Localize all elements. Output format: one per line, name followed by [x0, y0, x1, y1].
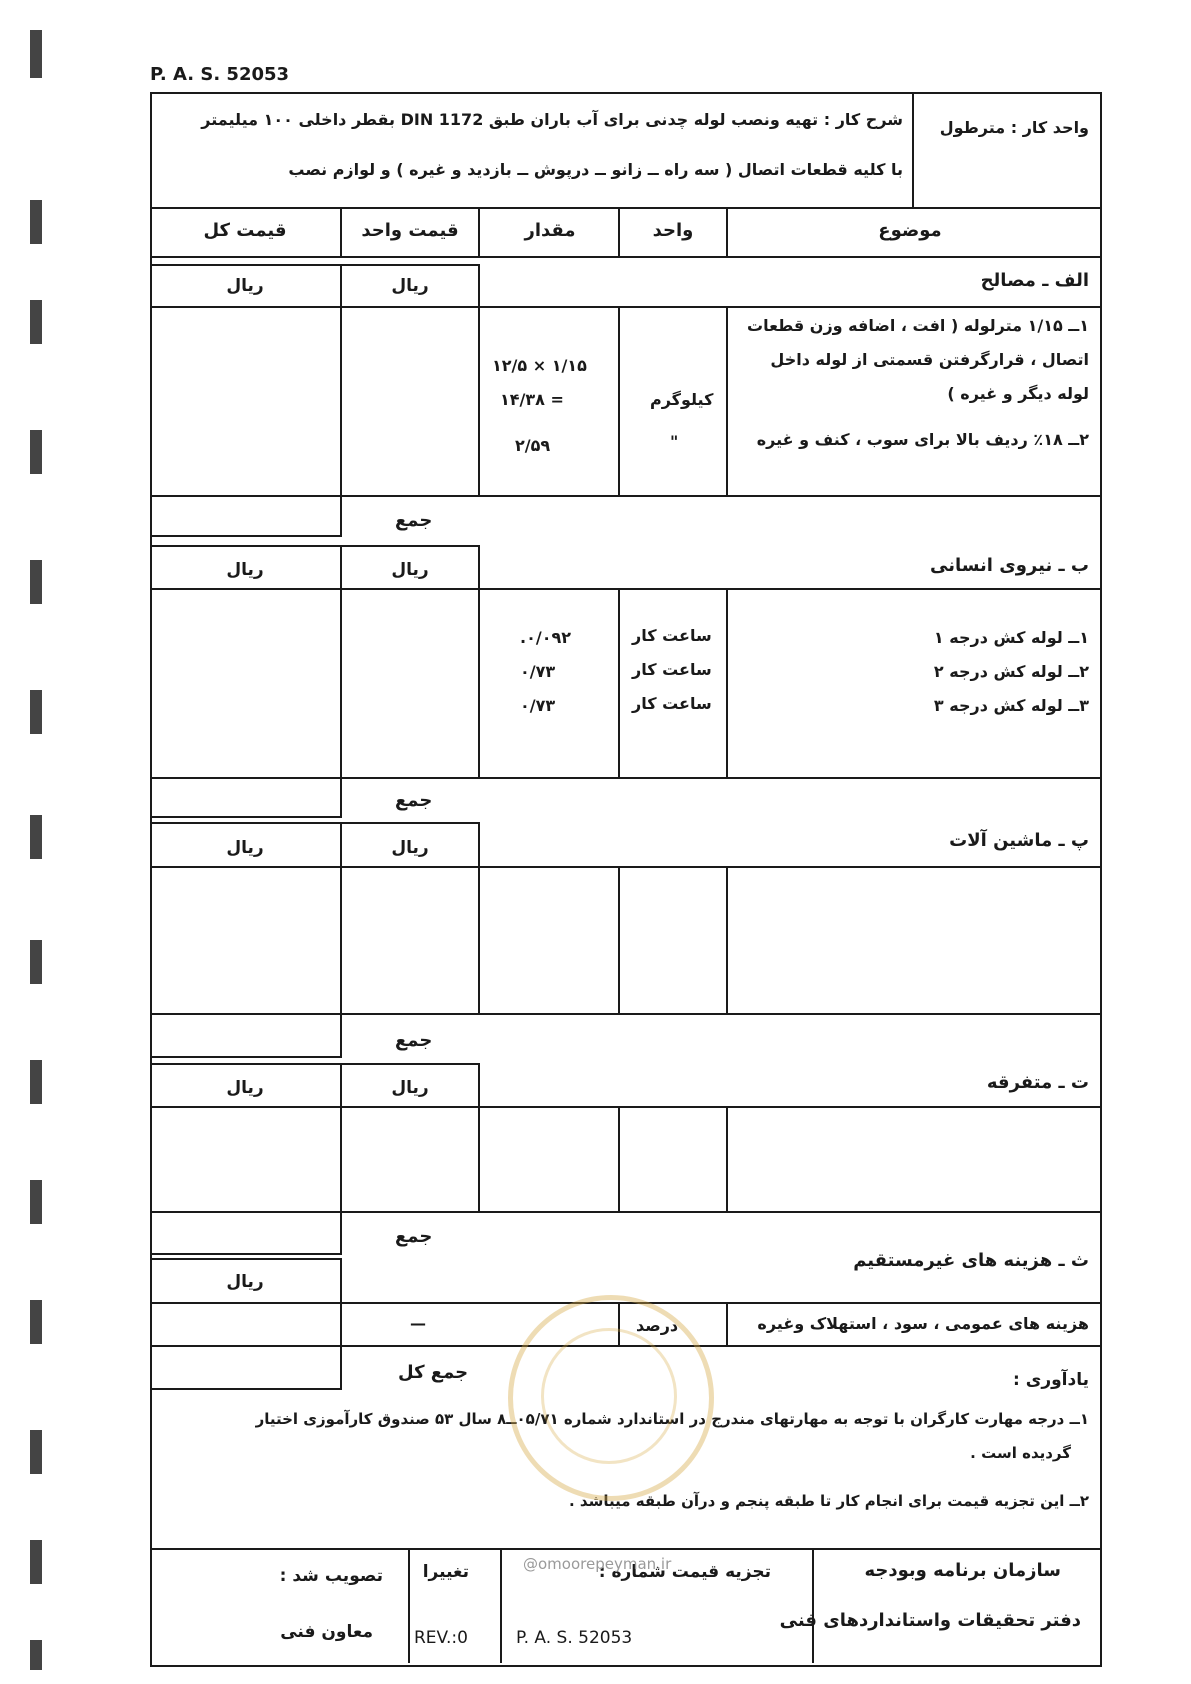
- binder-mark: [30, 1060, 42, 1104]
- work-description-line2: با کلیه قطعات اتصال ( سه راه ــ زانو ــ درپوش ــ بازدید و غیره ) و لوازم نصب: [288, 160, 903, 179]
- currency-label: ریال: [226, 276, 264, 296]
- col-unit: واحد: [652, 220, 694, 241]
- note-1-line1: ۱ــ درجه مهارت کارگران با توجه به مهارتهای مندرج در استاندارد شماره ۰۵/۷۱ــ۸ سال ۵۳ صندوق کارآموزی اختیار: [255, 1410, 1089, 1428]
- binder-mark: [30, 1180, 42, 1224]
- misc-sum-label: جمع: [395, 1226, 433, 1247]
- unit-of-work: واحد کار : مترطول: [939, 118, 1089, 137]
- materials-unit1: کیلوگرم: [650, 390, 714, 409]
- materials-qty3: ۲/۵۹: [515, 436, 551, 455]
- currency-label: ریال: [226, 838, 264, 858]
- labor-row-desc: ۲ــ لوله کش درجه ۲: [933, 662, 1089, 681]
- note-2: ۲ــ این تجزیه قیمت برای انجام کار تا طبقه پنجم و درآن طبقه میباشد .: [569, 1492, 1089, 1510]
- watermark-seal-icon: [508, 1295, 714, 1501]
- indirect-unit: درصد: [636, 1316, 679, 1335]
- binder-mark: [30, 300, 42, 344]
- note-1-line2: گردیده است .: [970, 1444, 1071, 1462]
- materials-item1-line2: اتصال ، قرارگرفتن قسمتی از لوله داخل: [770, 350, 1089, 369]
- analysis-number-value: P. A. S. 52053: [516, 1628, 633, 1648]
- binder-mark: [30, 200, 42, 244]
- section-misc-title: ت ـ متفرقه: [986, 1072, 1089, 1093]
- col-total-price: قیمت کل: [203, 220, 287, 241]
- materials-qty2: = ۱۴/۳۸: [500, 390, 564, 409]
- col-unit-price: قیمت واحد: [361, 220, 459, 241]
- binder-mark: [30, 815, 42, 859]
- materials-item1-line3: لوله دیگر و غیره ): [947, 384, 1089, 403]
- currency-label: ریال: [226, 1272, 264, 1292]
- revision-value: REV.:0: [414, 1628, 468, 1648]
- labor-row-unit: ساعت کار: [632, 660, 712, 679]
- labor-row-unit: ساعت کار: [632, 626, 712, 645]
- currency-label: ریال: [391, 1078, 429, 1098]
- org-name-line2: دفتر تحقیقات واستانداردهای فنی: [779, 1610, 1081, 1631]
- approver-title: معاون فنی: [280, 1622, 373, 1642]
- materials-unit2: ": [670, 432, 679, 451]
- labor-row-qty: ۰/۰۹۲.: [520, 628, 571, 647]
- work-description-line1: شرح کار : تهیه ونصب لوله چدنی برای آب باران طبق DIN 1172 بقطر داخلی ۱۰۰ میلیمتر: [201, 110, 903, 129]
- labor-row-qty: ۰/۷۳: [520, 662, 556, 681]
- indirect-dash: —: [410, 1314, 426, 1333]
- col-subject: موضوع: [878, 220, 942, 241]
- labor-row-desc: ۳ــ لوله کش درجه ۳: [933, 696, 1089, 715]
- section-labor-title: ب ـ نیروی انسانی: [929, 555, 1089, 576]
- binder-mark: [30, 1300, 42, 1344]
- document-code: P. A. S. 52053: [150, 64, 290, 85]
- binder-mark: [30, 690, 42, 734]
- section-machinery-title: پ ـ ماشین آلات: [949, 830, 1089, 851]
- currency-label: ریال: [391, 838, 429, 858]
- materials-item2: ۲ــ ۱۸٪ ردیف بالا برای سوب ، کنف و غیره: [756, 430, 1089, 449]
- indirect-desc: هزینه های عمومی ، سود ، استهلاک وغیره: [757, 1314, 1089, 1333]
- approved-label: تصویب شد :: [279, 1566, 383, 1586]
- binder-mark: [30, 560, 42, 604]
- labor-row-qty: ۰/۷۳: [520, 696, 556, 715]
- org-name-line1: سازمان برنامه وبودجه: [864, 1560, 1061, 1581]
- materials-qty1: ۱/۱۵ × ۱۲/۵: [492, 356, 587, 375]
- analysis-number-label: تجزیه قیمت شماره :: [598, 1562, 771, 1582]
- binder-mark: [30, 1540, 42, 1584]
- currency-label: ریال: [226, 560, 264, 580]
- section-indirect-title: ث ـ هزینه های غیرمستقیم: [853, 1250, 1089, 1271]
- binder-mark: [30, 430, 42, 474]
- grand-total-label: جمع کل: [398, 1362, 469, 1383]
- binder-mark: [30, 1640, 42, 1670]
- currency-label: ریال: [391, 276, 429, 296]
- revision-label: تغییرا: [422, 1562, 469, 1582]
- labor-row-unit: ساعت کار: [632, 694, 712, 713]
- section-materials-title: الف ـ مصالح: [980, 270, 1089, 291]
- labor-row-desc: ۱ــ لوله کش درجه ۱: [933, 628, 1089, 647]
- notes-title: یادآوری :: [1013, 1370, 1089, 1390]
- labor-sum-label: جمع: [395, 790, 433, 811]
- col-quantity: مقدار: [524, 220, 576, 241]
- binder-mark: [30, 30, 42, 78]
- watermark-text: @omoorepeyman.ir: [523, 1555, 672, 1573]
- binder-mark: [30, 1430, 42, 1474]
- machinery-sum-label: جمع: [395, 1030, 433, 1051]
- binder-mark: [30, 940, 42, 984]
- currency-label: ریال: [226, 1078, 264, 1098]
- currency-label: ریال: [391, 560, 429, 580]
- materials-item1-line1: ۱ــ ۱/۱۵ مترلوله ( افت ، اضافه وزن قطعات: [747, 316, 1089, 335]
- materials-sum-label: جمع: [395, 510, 433, 531]
